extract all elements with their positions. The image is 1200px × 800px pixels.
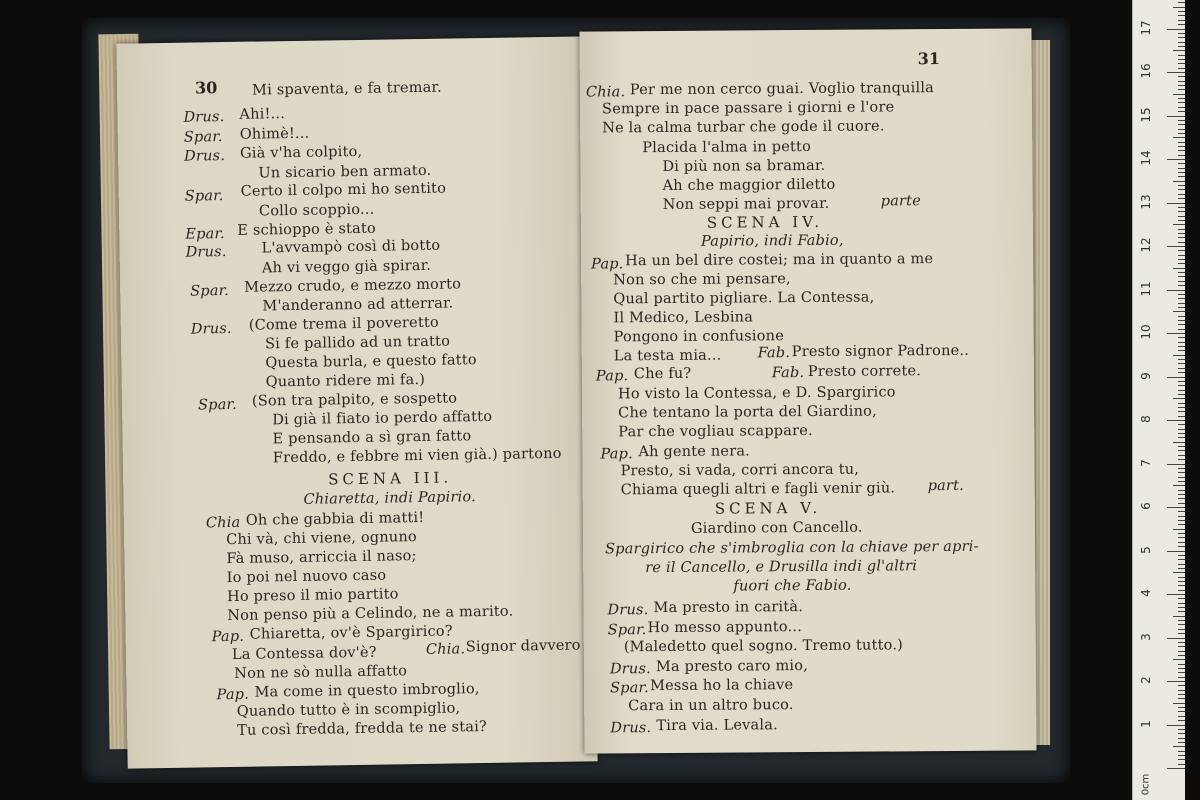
ruler-tick	[1167, 203, 1185, 204]
ruler-label: 17	[1139, 19, 1153, 36]
ruler-tick	[1178, 337, 1185, 338]
scene-location: Giardino con Cancello.	[690, 519, 863, 537]
left-page	[116, 36, 597, 768]
ruler-label: 13	[1139, 193, 1153, 210]
speaker-label: Drus.	[185, 244, 227, 261]
ruler-tick	[1178, 37, 1185, 38]
ruler-tick	[1173, 398, 1185, 399]
verse-line: Ah gente nera.	[638, 443, 751, 461]
verse-line: Tu così fredda, fredda te ne stai?	[237, 718, 488, 739]
ruler-tick	[1178, 729, 1185, 730]
ruler-tick	[1178, 403, 1185, 404]
ruler-tick	[1178, 146, 1185, 147]
ruler-tick	[1178, 624, 1185, 625]
ruler-tick	[1167, 551, 1185, 552]
ruler-tick	[1178, 285, 1185, 286]
verse-line: Ho visto la Contessa, e D. Spargirico	[617, 384, 896, 403]
ruler-tick	[1178, 329, 1185, 330]
ruler-tick	[1167, 681, 1185, 682]
ruler-tick	[1178, 577, 1185, 578]
ruler-tick	[1178, 263, 1185, 264]
speaker-label: Pap.	[591, 256, 624, 273]
ruler-tick	[1178, 259, 1185, 260]
ruler-tick	[1178, 298, 1185, 299]
ruler-tick	[1173, 355, 1185, 356]
ruler-tick	[1178, 429, 1185, 430]
ruler-tick	[1178, 320, 1185, 321]
ruler-tick	[1178, 172, 1185, 173]
ruler-tick	[1178, 176, 1185, 177]
ruler-tick	[1178, 477, 1185, 478]
scene-characters: Chiaretta, indi Papirio.	[303, 489, 477, 508]
ruler-label: 9	[1139, 371, 1153, 380]
ruler-tick	[1178, 76, 1185, 77]
verse-line: Ho messo appunto...	[647, 619, 803, 637]
speaker-label: Chia.	[425, 641, 466, 658]
stage-direction: parte	[880, 193, 922, 210]
ruler-tick	[1178, 468, 1185, 469]
ruler-label: 7	[1139, 458, 1153, 467]
verse-line: Mi spaventa, e fa tremar.	[251, 79, 442, 99]
ruler-tick	[1167, 420, 1185, 421]
ruler-tick	[1178, 216, 1185, 217]
ruler-tick	[1178, 81, 1185, 82]
verse-line: Ahi!...	[239, 106, 286, 123]
verse-line: Già v'ha colpito,	[239, 143, 363, 162]
ruler-tick	[1173, 442, 1185, 443]
ruler-tick	[1167, 768, 1185, 769]
speaker-label: Spar.	[190, 282, 230, 300]
verse-line: La testa mia...	[613, 347, 722, 365]
verse-line: Ma presto caro mio,	[655, 658, 809, 676]
ruler-tick	[1178, 242, 1185, 243]
ruler-tick	[1173, 137, 1185, 138]
ruler-tick	[1178, 2, 1185, 3]
speaker-label: Drus.	[609, 661, 651, 678]
ruler-tick	[1178, 581, 1185, 582]
verse-line: Ma come in questo imbroglio,	[254, 681, 480, 701]
ruler-tick	[1178, 363, 1185, 364]
verse-line: Non ne sò nulla affatto	[234, 663, 408, 682]
verse-line: Ma presto in carità.	[653, 599, 804, 617]
ruler-tick	[1178, 346, 1185, 347]
ruler-tick	[1178, 129, 1185, 130]
ruler-label: 12	[1139, 237, 1153, 253]
ruler-tick	[1178, 220, 1185, 221]
ruler-tick	[1178, 555, 1185, 556]
speaker-label: Spar.	[197, 396, 237, 414]
verse-line: Sempre in pace passare i giorni e l'ore	[601, 99, 895, 118]
ruler-tick	[1178, 568, 1185, 569]
ruler-tick	[1178, 11, 1185, 12]
ruler-tick	[1178, 655, 1185, 656]
verse-line: Ah che maggior diletto	[662, 176, 836, 195]
ruler-tick	[1167, 594, 1185, 595]
ruler-tick	[1178, 698, 1185, 699]
ruler-tick	[1178, 511, 1185, 512]
ruler-tick	[1178, 281, 1185, 282]
stage-direction: part.	[927, 477, 965, 495]
verse-line: Si fe pallido ad un tratto	[264, 333, 451, 353]
verse-line: Ah vi veggo già spirar.	[261, 257, 432, 277]
ruler-tick	[1178, 490, 1185, 491]
ruler-tick	[1178, 416, 1185, 417]
verse-line: (Come trema il poveretto	[248, 314, 440, 334]
ruler-tick	[1178, 237, 1185, 238]
ruler-tick	[1178, 194, 1185, 195]
ruler-tick	[1178, 711, 1185, 712]
ruler-tick	[1178, 542, 1185, 543]
ruler-tick	[1178, 276, 1185, 277]
verse-line: Che fu?	[633, 365, 692, 383]
verse-line: E pensando a sì gran fatto	[272, 428, 472, 448]
ruler-tick	[1178, 233, 1185, 234]
ruler-tick	[1173, 616, 1185, 617]
scene-characters: Papirio, indi Fabio,	[700, 232, 844, 250]
verse-line: Fà muso, arriccia il naso;	[226, 548, 417, 568]
ruler-label: 16	[1139, 63, 1153, 79]
ruler-unit: 0cm	[1140, 773, 1152, 796]
ruler-tick	[1178, 390, 1185, 391]
ruler-tick	[1178, 316, 1185, 317]
ruler-tick	[1178, 590, 1185, 591]
verse-line: Quanto ridere mi fa.)	[265, 371, 426, 391]
ruler-tick	[1178, 738, 1185, 739]
ruler-tick	[1178, 690, 1185, 691]
ruler-tick	[1178, 294, 1185, 295]
verse-line: E schioppo è stato	[237, 220, 377, 239]
ruler-tick	[1178, 755, 1185, 756]
ruler-tick	[1178, 24, 1185, 25]
ruler-tick	[1178, 759, 1185, 760]
verse-line: Ha un bel dire costei; ma in quanto a me	[625, 251, 934, 270]
ruler-tick	[1167, 638, 1185, 639]
verse-line: Qual partito pigliare. La Contessa,	[613, 289, 875, 308]
verse-line: Presto, si vada, corri ancora tu,	[620, 461, 860, 480]
ruler-tick	[1173, 746, 1185, 747]
ruler-tick	[1173, 94, 1185, 95]
page-number: 30	[194, 78, 218, 98]
ruler-tick	[1178, 564, 1185, 565]
speaker-label: Drus.	[183, 148, 226, 165]
ruler-tick	[1178, 63, 1185, 64]
ruler-tick	[1178, 250, 1185, 251]
stage-direction: re il Cancello, e Drusilla indi gl'altri	[645, 558, 918, 577]
ruler-tick	[1178, 198, 1185, 199]
ruler-tick	[1178, 255, 1185, 256]
ruler-tick	[1178, 742, 1185, 743]
stage-direction: Spargirico che s'imbroglia con la chiave per apri-	[605, 538, 979, 558]
ruler-tick	[1178, 611, 1185, 612]
verse-line: Ho preso il mio partito	[226, 586, 399, 606]
ruler-tick	[1178, 142, 1185, 143]
ruler-tick	[1178, 207, 1185, 208]
ruler-tick	[1178, 481, 1185, 482]
verse-line: Presto correte.	[807, 363, 922, 381]
ruler-tick	[1178, 120, 1185, 121]
ruler-tick	[1178, 472, 1185, 473]
scene-heading: SCENA IV.	[706, 212, 824, 232]
ruler-tick	[1178, 520, 1185, 521]
ruler-tick	[1178, 455, 1185, 456]
ruler-tick	[1178, 150, 1185, 151]
ruler-tick	[1173, 703, 1185, 704]
speaker-label: Chia	[205, 514, 241, 532]
speaker-label: Spar.	[607, 622, 647, 639]
ruler-tick	[1178, 607, 1185, 608]
ruler-label: 2	[1139, 676, 1153, 684]
verse-line: Cara in un altro buco.	[628, 697, 794, 715]
ruler-tick	[1178, 359, 1185, 360]
ruler-tick	[1178, 303, 1185, 304]
ruler-tick	[1167, 464, 1185, 465]
ruler-label: 4	[1139, 589, 1153, 597]
ruler-label: 10	[1139, 324, 1153, 340]
ruler-tick	[1178, 503, 1185, 504]
ruler-tick	[1178, 155, 1185, 156]
ruler-tick	[1178, 385, 1185, 386]
verse-line: Chi và, chi viene, ognuno	[226, 529, 417, 549]
speaker-label: Fab.	[771, 365, 805, 382]
verse-line: Par che vogliau scappare.	[618, 422, 813, 441]
verse-line: Placida l'alma in petto	[642, 138, 812, 157]
ruler-tick	[1173, 572, 1185, 573]
ruler-tick	[1178, 559, 1185, 560]
ruler-tick	[1178, 102, 1185, 103]
ruler-tick	[1173, 485, 1185, 486]
ruler-tick	[1178, 620, 1185, 621]
speaker-label: Epar.	[185, 226, 225, 243]
ruler-tick	[1178, 15, 1185, 16]
ruler-tick	[1178, 720, 1185, 721]
ruler-tick	[1178, 533, 1185, 534]
ruler-tick	[1178, 668, 1185, 669]
ruler-tick	[1173, 659, 1185, 660]
measurement-ruler	[1132, 0, 1185, 800]
ruler-tick	[1178, 59, 1185, 60]
ruler-tick	[1178, 185, 1185, 186]
verse-line: M'anderanno ad atterrar.	[262, 295, 454, 315]
ruler-tick	[1178, 189, 1185, 190]
scene-heading: SCENA III.	[328, 468, 453, 489]
ruler-tick	[1178, 677, 1185, 678]
ruler-tick	[1173, 224, 1185, 225]
ruler-tick	[1178, 751, 1185, 752]
verse-line: Freddo, e febbre mi vien già.) partono	[272, 445, 562, 467]
ruler-tick	[1178, 707, 1185, 708]
speaker-label: Chia.	[585, 84, 626, 101]
ruler-tick	[1167, 290, 1185, 291]
ruler-tick	[1178, 516, 1185, 517]
verse-line: Un sicario ben armato.	[258, 162, 432, 182]
ruler-tick	[1178, 651, 1185, 652]
speaker-label: Pap.	[216, 686, 250, 704]
speaker-label: Pap.	[595, 368, 629, 385]
verse-line: Oh che gabbia di matti!	[245, 509, 425, 529]
speaker-label: Spar.	[183, 129, 223, 146]
ruler-tick	[1178, 446, 1185, 447]
ruler-tick	[1178, 307, 1185, 308]
ruler-tick	[1178, 672, 1185, 673]
ruler-tick	[1178, 433, 1185, 434]
ruler-label: 11	[1139, 280, 1153, 297]
verse-line: Certo il colpo mi ho sentito	[240, 180, 447, 200]
ruler-tick	[1178, 394, 1185, 395]
ruler-tick	[1178, 133, 1185, 134]
page-number: 31	[917, 49, 941, 69]
verse-line: Di più non sa bramar.	[662, 157, 826, 176]
scene-heading: SCENA V.	[714, 498, 822, 518]
ruler-tick	[1178, 494, 1185, 495]
speaker-label: Pap.	[211, 628, 245, 646]
ruler-tick	[1178, 20, 1185, 21]
ruler-tick	[1178, 629, 1185, 630]
ruler-tick	[1167, 116, 1185, 117]
ruler-tick	[1167, 333, 1185, 334]
ruler-tick	[1178, 694, 1185, 695]
verse-line: Signor davvero	[465, 637, 581, 656]
ruler-label: 6	[1139, 502, 1153, 510]
ruler-tick	[1178, 646, 1185, 647]
verse-line: Chiaretta, ov'è Spargirico?	[249, 623, 453, 643]
ruler-label: 8	[1139, 415, 1153, 423]
ruler-label: 15	[1139, 106, 1153, 123]
ruler-tick	[1178, 633, 1185, 634]
ruler-tick	[1178, 764, 1185, 765]
ruler-tick	[1178, 733, 1185, 734]
ruler-tick	[1178, 55, 1185, 56]
ruler-tick	[1167, 507, 1185, 508]
ruler-tick	[1178, 89, 1185, 90]
ruler-tick	[1178, 685, 1185, 686]
ruler-tick	[1173, 7, 1185, 8]
ruler-tick	[1178, 598, 1185, 599]
ruler-tick	[1178, 450, 1185, 451]
verse-line: (Son tra palpito, e sospetto	[251, 390, 458, 410]
ruler-tick	[1178, 585, 1185, 586]
ruler-tick	[1178, 368, 1185, 369]
ruler-tick	[1178, 498, 1185, 499]
ruler-tick	[1173, 50, 1185, 51]
ruler-tick	[1178, 98, 1185, 99]
speaker-label: Drus.	[610, 720, 652, 737]
ruler-tick	[1178, 42, 1185, 43]
verse-line: Chiama quegli altri e fagli venir giù.	[620, 480, 896, 499]
ruler-tick	[1178, 603, 1185, 604]
ruler-tick	[1178, 111, 1185, 112]
verse-line: La Contessa dov'è?	[231, 644, 377, 663]
ruler-tick	[1178, 372, 1185, 373]
stage-direction: fuori che Fabio.	[733, 577, 852, 595]
verse-line: Pongono in confusione	[613, 328, 785, 346]
ruler-tick	[1178, 642, 1185, 643]
verse-line: Il Medico, Lesbina	[613, 309, 754, 327]
ruler-tick	[1167, 29, 1185, 30]
ruler-tick	[1178, 85, 1185, 86]
verse-line: Collo scoppio...	[258, 201, 375, 220]
verse-line: Tira via. Levala.	[656, 717, 778, 735]
ruler-tick	[1173, 529, 1185, 530]
ruler-tick	[1167, 377, 1185, 378]
verse-line: (Maledetto quel sogno. Tremo tutto.)	[623, 637, 904, 656]
ruler-tick	[1178, 272, 1185, 273]
speaker-label: Drus.	[183, 109, 225, 126]
verse-line: Non so che mi pensare,	[613, 271, 791, 289]
ruler-tick	[1178, 716, 1185, 717]
ruler-tick	[1173, 268, 1185, 269]
ruler-label: 14	[1139, 150, 1153, 166]
ruler-tick	[1178, 163, 1185, 164]
verse-line: Per me non cerco guai. Voglio tranquilla	[629, 80, 935, 99]
ruler-tick	[1178, 411, 1185, 412]
ruler-label: 1	[1139, 719, 1153, 728]
ruler-tick	[1178, 350, 1185, 351]
verse-line: Ne la calma turbar che gode il cuore.	[602, 118, 885, 137]
verse-line: Di già il fiato io perdo affatto	[272, 408, 493, 429]
ruler-tick	[1167, 159, 1185, 160]
ruler-tick	[1178, 46, 1185, 47]
ruler-tick	[1178, 537, 1185, 538]
ruler-tick	[1178, 124, 1185, 125]
ruler-tick	[1178, 33, 1185, 34]
ruler-tick	[1178, 407, 1185, 408]
ruler-tick	[1178, 524, 1185, 525]
ruler-tick	[1167, 725, 1185, 726]
verse-line: Mezzo crudo, e mezzo morto	[244, 276, 462, 296]
speaker-label: Drus.	[190, 320, 232, 338]
ruler-tick	[1178, 168, 1185, 169]
ruler-label: 3	[1139, 632, 1153, 641]
verse-line: Ohimè!...	[239, 125, 310, 143]
verse-line: Messa ho la chiave	[650, 677, 794, 695]
ruler-tick	[1178, 437, 1185, 438]
verse-line: Che tentano la porta del Giardino,	[618, 403, 877, 422]
ruler-tick	[1173, 311, 1185, 312]
right-page	[579, 28, 1036, 753]
speaker-label: Pap.	[600, 446, 633, 463]
verse-line: Non penso più a Celindo, ne a marito.	[227, 603, 514, 625]
speaker-label: Spar.	[610, 680, 649, 697]
ruler-tick	[1178, 381, 1185, 382]
ruler-tick	[1178, 324, 1185, 325]
speaker-label: Spar.	[184, 188, 224, 205]
ruler-tick	[1167, 246, 1185, 247]
ruler-tick	[1178, 229, 1185, 230]
ruler-tick	[1178, 546, 1185, 547]
ruler-tick	[1178, 664, 1185, 665]
verse-line: Quando tutto è in scompiglio,	[236, 700, 461, 720]
speaker-label: Drus.	[607, 602, 649, 619]
ruler-label: 5	[1139, 545, 1153, 554]
verse-line: Questa burla, e questo fatto	[265, 352, 477, 372]
ruler-tick	[1178, 211, 1185, 212]
ruler-tick	[1178, 459, 1185, 460]
speaker-label: Fab.	[757, 345, 791, 362]
verse-line: L'avvampò così di botto	[261, 237, 441, 257]
ruler-tick	[1167, 72, 1185, 73]
ruler-tick	[1178, 107, 1185, 108]
ruler-tick	[1178, 342, 1185, 343]
ruler-tick	[1173, 181, 1185, 182]
verse-line: Non seppi mai provar.	[662, 195, 830, 214]
verse-line: Io poi nel nuovo caso	[226, 567, 387, 587]
ruler-tick	[1178, 424, 1185, 425]
verse-line: Presto signor Padrone..	[791, 342, 970, 361]
ruler-tick	[1178, 68, 1185, 69]
